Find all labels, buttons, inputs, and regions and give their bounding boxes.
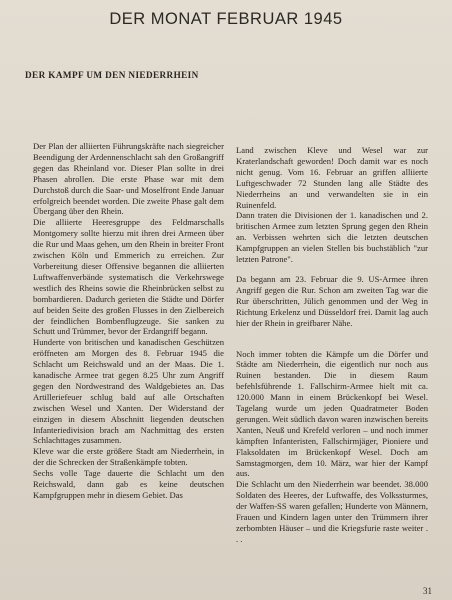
- page-header-title: DER MONAT FEBRUAR 1945: [109, 10, 343, 28]
- section-title: DER KAMPF UM DEN NIEDERRHEIN: [25, 70, 199, 80]
- paragraph: Hunderte von britischen und kanadischen Geschützen eröffneten am Morgen des 8. Februar 1945 die Schlacht um Reichswald und an der Maas. Die 1. kanadische Armee trat gegen 8.25 Uhr zum Angriff gegen den Nordwestrand des Waldgebietes an. Das Artilleriefeuer schlug bald auf alle Ortschaften zwischen Wesel und Xanten. Der Widerstand der einzigen in diesem Abschnitt liegenden deutschen Infanteriedivision brach am Nachmittag des ersten Schlachttages zusammen.: [33, 337, 224, 446]
- paragraph: Land zwischen Kleve und Wesel war zur Kraterlandschaft geworden! Doch damit war es noch nicht genug. Vom 16. Februar an griffen alliierte Luftgeschwader 72 Stunden lang alle Städte des Niederrheins an und verwandelten sie in ein Ruinenfeld.: [236, 145, 428, 210]
- paragraph: Kleve war die erste größere Stadt am Niederrhein, in der die Schrecken der Straßenkämpfe tobten.: [33, 446, 224, 468]
- paragraph: Da begann am 23. Februar die 9. US-Armee ihren Angriff gegen die Rur. Schon am zweiten Tag war die Rur überschritten, Jülich genommen und der Weg in Richtung Erkelenz und Düsseldorf frei. Damit lag auch hier der Rhein in greifbarer Nähe.: [236, 273, 428, 328]
- paragraph: Der Plan der alliierten Führungskräfte nach siegreicher Beendigung der Ardennenschlacht sah den Großangriff gegen das Rheinland vor. Dieser Plan sollte in drei Phasen abrollen. Die erste Phase war mit dem Durchstoß durch die Saar- und Moselfront Ende Januar erfolgreich beendet worden. Die zweite Phase galt dem Übergang über den Rhein.: [33, 141, 224, 217]
- paragraph: Die alliierte Heeresgruppe des Feldmarschalls Montgomery sollte hierzu mit ihren drei Armeen über die Rur und Maas gehen, um den Rhein in breiter Front zwischen Köln und Emmerich zu erreichen. Zur Vorbereitung dieser Offensive begannen die alliierten Luftwaffenverbände systematisch die Verkehrswege westlich des Rheins sowie die Rheinbrücken selbst zu bombardieren. Dadurch gerieten die Städte und Dörfer auf beiden Seite des großen Flusses in den Zielbereich der feindlichen Bombenflugzeuge. Sie sanken zu Schutt und Trümmer, bevor der Erdangriff begann.: [33, 217, 224, 337]
- paragraph: Noch immer tobten die Kämpfe um die Dörfer und Städte am Niederrhein, die eigentlich nur noch aus Ruinen bestanden. Die in diesem Raum befehlsführende 1. Fallschirm-Armee hielt mit ca. 120.000 Mann in einem Brückenkopf bei Wesel. Tagelang wurde um jeden Quadratmeter Boden gerungen. Weit südlich davon waren inzwischen bereits Xanten, Neuß und Krefeld verloren – und noch immer kämpften Infanteristen, Fallschirmjäger, Pioniere und Flaksoldaten im Brückenkopf Wesel. Doch am Samstagmorgen, dem 10. März, war hier der Kampf aus.: [236, 348, 428, 479]
- paragraph: Die Schlacht um den Niederrhein war beendet. 38.000 Soldaten des Heeres, der Luftwaffe, des Volkssturmes, der Waffen-SS waren gefallen; Hunderte von Männern, Frauen und Kindern lagen unter den Trümmern ihrer zerbombten Häuser – und die Kriegsfurie raste weiter . . .: [236, 479, 428, 544]
- paragraph: Dann traten die Divisionen der 1. kanadischen und 2. britischen Armee zum letzten Sprung gegen den Rhein an. Verbissen wehrten sich die letzten deutschen Kampfgruppen an vielen Stellen bis buchstäblich "zur letzten Patrone".: [236, 210, 428, 265]
- paragraph: Sechs volle Tage dauerte die Schlacht um den Reichswald, dann gab es keine deutschen Kampfgruppen mehr in diesem Gebiet. Das: [33, 468, 224, 500]
- right-text-column: [236, 145, 428, 545]
- left-text-column: [33, 141, 224, 501]
- page-number: 31: [423, 586, 432, 596]
